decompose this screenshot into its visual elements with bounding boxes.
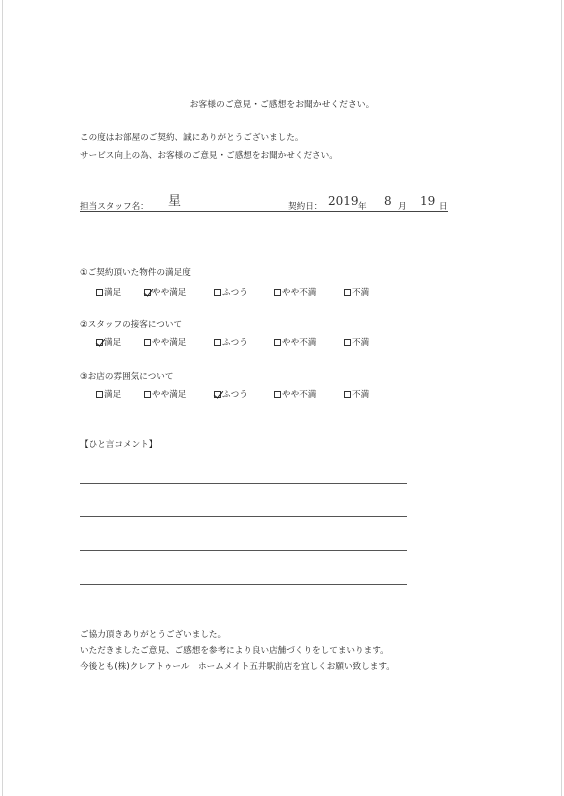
option-label: ふつう [222,288,248,298]
option-label: 不満 [352,288,370,298]
question-3-title: ③お店の雰囲気について [80,372,174,382]
option-label: やや不満 [282,288,317,298]
checkbox[interactable] [214,391,221,398]
option-neutral[interactable] [214,388,248,400]
option-label: 不満 [352,338,370,348]
checkbox[interactable] [144,391,151,398]
survey-title: お客様のご意見・ご感想をお聞かせください。 [189,100,375,110]
staff-label: 担当スタッフ名： [80,202,149,212]
contract-month-handwritten[interactable]: 8 [384,194,392,208]
option-label: ふつう [222,338,248,348]
intro-line-2: サービス向上の為、お客様のご意見・ご感想をお聞かせください。 [80,151,338,161]
option-satisfied[interactable] [96,336,121,348]
option-label: 不満 [352,390,370,400]
staff-name-handwritten[interactable]: 星 [168,194,182,209]
comment-line-2[interactable] [80,516,407,517]
option-label: やや満足 [152,338,187,348]
checkbox[interactable] [96,289,103,296]
option-satisfied[interactable] [96,388,121,400]
intro-line-1: この度はお部屋のご契約、誠にありがとうございました。 [80,133,304,143]
staff-underline [80,211,448,212]
checkbox[interactable] [144,289,151,296]
month-unit: 月 [398,202,407,212]
option-neutral[interactable] [214,336,248,348]
checkbox[interactable] [274,391,281,398]
footer-line-3: 今後とも(株)クレアトゥール ホームメイト五井駅前店を宜しくお願い致します。 [80,662,395,672]
option-label: やや満足 [152,288,187,298]
contract-date-label: 契約日： [288,202,323,212]
checkbox[interactable] [96,339,103,346]
checkbox[interactable] [144,339,151,346]
checkbox[interactable] [214,339,221,346]
year-unit: 年 [358,202,367,212]
option-label: やや不満 [282,390,317,400]
checkbox[interactable] [344,339,351,346]
option-dissatisfied[interactable] [344,336,369,348]
checkbox[interactable] [214,289,221,296]
option-somewhat-dissatisfied[interactable] [274,336,316,348]
question-1-title: ①ご契約頂いた物件の満足度 [80,268,191,278]
comment-line-1[interactable] [80,483,407,484]
question-2-title: ②スタッフの接客について [80,320,183,330]
checkbox[interactable] [274,289,281,296]
option-somewhat-satisfied[interactable] [144,388,186,400]
option-label: 満足 [104,288,122,298]
option-somewhat-dissatisfied[interactable] [274,388,316,400]
footer-line-2: いただきましたご意見、ご感想を参考により良い店舗づくりをしてまいります。 [80,646,389,656]
option-label: ふつう [222,390,248,400]
option-label: 満足 [104,390,122,400]
option-dissatisfied[interactable] [344,388,369,400]
option-neutral[interactable] [214,286,248,298]
option-somewhat-dissatisfied[interactable] [274,286,316,298]
comment-line-4[interactable] [80,584,407,585]
contract-year-handwritten[interactable]: 2019 [328,194,359,208]
checkbox[interactable] [344,391,351,398]
option-label: やや満足 [152,390,187,400]
comment-title: 【ひと言コメント】 [80,440,158,450]
option-label: 満足 [104,338,122,348]
option-somewhat-satisfied[interactable] [144,286,186,298]
checkbox[interactable] [96,391,103,398]
checkbox[interactable] [344,289,351,296]
contract-day-handwritten[interactable]: 19 [420,194,436,208]
comment-line-3[interactable] [80,550,407,551]
checkbox[interactable] [274,339,281,346]
option-satisfied[interactable] [96,286,121,298]
option-label: やや不満 [282,338,317,348]
option-dissatisfied[interactable] [344,286,369,298]
day-unit: 日 [439,202,448,212]
option-somewhat-satisfied[interactable] [144,336,186,348]
footer-line-1: ご協力頂きありがとうございました。 [80,630,227,640]
